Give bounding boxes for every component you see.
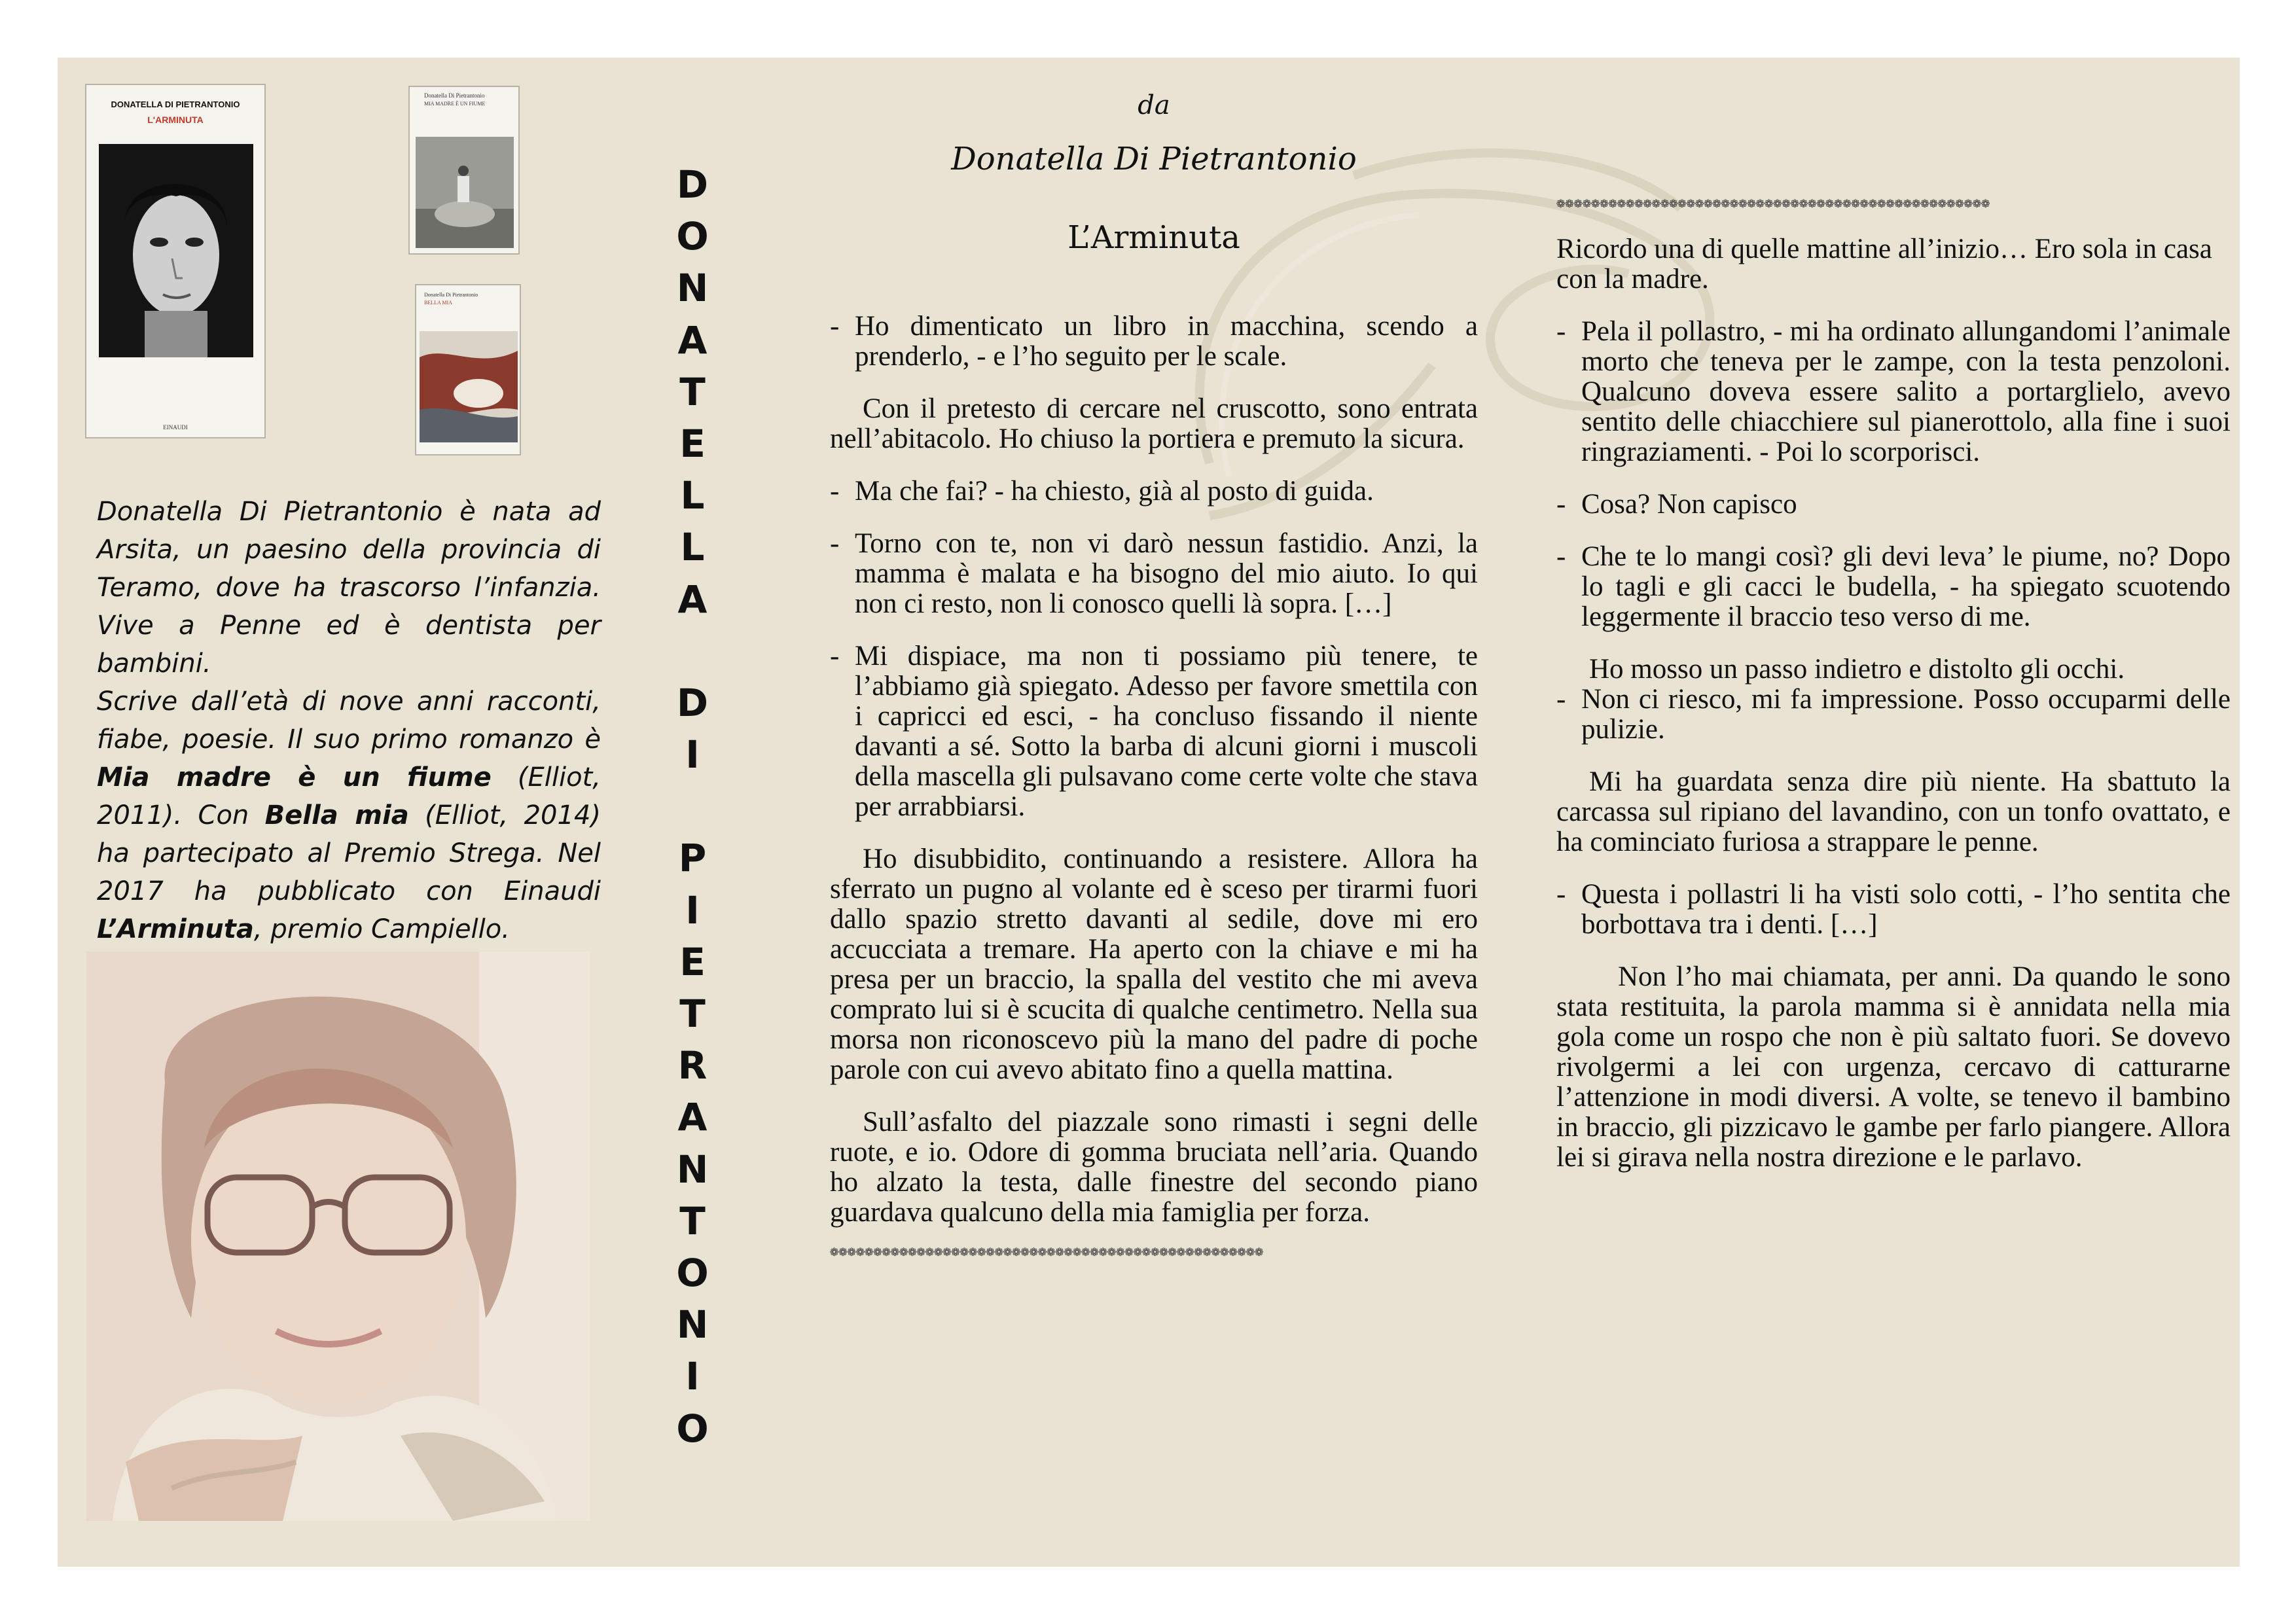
excerpt-title: L’Arminuta <box>1067 219 1240 256</box>
paragraph: Ricordo una di quelle mattine all’inizio… Ero sola in casa con la madre. <box>1556 234 2212 294</box>
header-da: da <box>1138 90 1170 120</box>
vertical-letter: N <box>676 266 709 311</box>
book-cover-arminuta <box>85 84 266 438</box>
book-cover-image <box>420 331 518 442</box>
excerpt-text-column-1 <box>830 312 1478 1260</box>
bio-paragraph-2: Scrive dall’età di nove anni racconti, fiabe, poesie. Il suo primo romanzo è Mia madre è un fiume (Elliot, 2011). Con Bella mia (Elliot, 2014) ha partecipato al Premio Strega. Nel 2017 ha pubblicato con Einaudi L’Arminuta, premio Campiello. <box>97 687 601 944</box>
header-author: Donatella Di Pietrantonio <box>951 141 1357 177</box>
dialogue-line: - Questa i pollastri li ha visti solo cotti, - l’ho sentita che borbottava tra i denti. […] <box>1556 879 2231 940</box>
dialogue-line: - Mi dispiace, ma non ti possiamo più tenere, te l’abbiamo già spiegato. Adesso per favore smettila con i capricci ed esci, - ha concluso fissando il niente davanti a sé. Sotto la barba di alcuni giorni i muscoli della mascella gli pulsavano come certe volte che stava per arrabbiarsi. <box>830 641 1478 822</box>
vertical-letter: T <box>679 1198 706 1243</box>
book-cover-image <box>416 137 514 248</box>
book-title-arminuta: L’Arminuta <box>97 914 254 944</box>
star-divider: ❁❁❁❁❁❁❁❁❁❁❁❁❁❁❁❁❁❁❁❁❁❁❁❁❁❁❁❁❁❁❁❁❁❁❁❁❁❁❁❁❁❁❁❁❁❁❁❁❁❁ <box>1556 195 1990 211</box>
author-bio <box>97 493 601 948</box>
vertical-letter: A <box>677 317 708 363</box>
book-cover-mia-madre <box>408 86 520 255</box>
book-cover-author: Donatella Di Pietrantonio <box>424 92 485 99</box>
vertical-letter <box>653 626 732 677</box>
star-divider: ❁❁❁❁❁❁❁❁❁❁❁❁❁❁❁❁❁❁❁❁❁❁❁❁❁❁❁❁❁❁❁❁❁❁❁❁❁❁❁❁❁❁❁❁❁❁❁❁❁❁ <box>830 1243 1264 1260</box>
vertical-letter: I <box>685 732 700 777</box>
vertical-letter: N <box>676 1302 709 1347</box>
vertical-letter: O <box>676 1406 709 1451</box>
vertical-letter: R <box>677 1043 708 1088</box>
book-cover-publisher: EINAUDI <box>163 424 188 431</box>
vertical-letter: I <box>685 1354 700 1399</box>
bio-paragraph-1: Donatella Di Pietrantonio è nata ad Arsita, un paesino della provincia di Teramo, dove ha trascorso l’infanzia. Vive a Penne ed è dentista per bambini. <box>97 497 601 679</box>
dialogue-line: - Non ci riesco, mi fa impressione. Posso occuparmi delle pulizie. <box>1556 684 2231 745</box>
vertical-letter: N <box>676 1147 709 1192</box>
paragraph: Ho disubbidito, continuando a resistere. Allora ha sferrato un pugno al volante ed è sceso per tirarmi fuori dallo spazio stretto davanti al sedile, dove mi ero accucciata a tremare. Ha aperto con la chiave e mi ha presa per un braccio, la spalla del vestito che mi aveva comprato lui si è scucita di qualche centimetro. Nella sua morsa non riconoscevo più la mano del padre di poche parole con cui avevo abitato fino a quella mattina. <box>830 844 1478 1085</box>
book-cover-title: BELLA MIA <box>424 300 452 306</box>
paragraph: Sull’asfalto del piazzale sono rimasti i segni delle ruote, e io. Odore di gomma bruciata nell’aria. Quando ho alzato la testa, dalle finestre del secondo piano guardava qualcuno della mia famiglia per forza. <box>830 1107 1478 1228</box>
dialogue-line: - Torno con te, non vi darò nessun fastidio. Anzi, la mamma è malata e ha bisogno del mio aiuto. Io qui non ci resto, non li conosco quelli là sopra. […] <box>830 528 1478 619</box>
excerpt-text-column-2 <box>1556 234 2231 1173</box>
vertical-letter: P <box>678 836 707 881</box>
book-title-mia-madre: Mia madre è un fiume <box>97 762 492 793</box>
vertical-letter: A <box>677 1095 708 1140</box>
book-cover-portrait <box>99 144 253 357</box>
vertical-author-name <box>653 159 732 1455</box>
vertical-letter <box>653 781 732 832</box>
vertical-letter: I <box>685 887 700 933</box>
book-cover-title: MIA MADRE È UN FIUME <box>424 101 486 107</box>
author-photo <box>86 952 590 1521</box>
vertical-letter: T <box>679 369 706 414</box>
book-cover-author: Donatella Di Pietrantonio <box>424 292 478 298</box>
vertical-letter: A <box>677 577 708 622</box>
vertical-letter: D <box>676 680 709 725</box>
paragraph: Non l’ho mai chiamata, per anni. Da quando le sono stata restituita, la parola mamma si è annidata nella mia gola come un rospo che non è più saltato fuori. Se dovevo rivolgermi a lei con urgenza, cercavo di catturarne l’attenzione in modi diversi. A volte, se tenevo il bambino in braccio, gli pizzicavo le gambe per farlo piangere. Allora lei si girava nella nostra direzione e le parlavo. <box>1556 961 2231 1173</box>
book-cover-author: DONATELLA DI PIETRANTONIO <box>111 99 240 109</box>
vertical-letter: D <box>676 162 709 207</box>
vertical-letter: L <box>680 473 705 518</box>
vertical-letter: E <box>679 421 706 466</box>
book-cover-bella-mia <box>415 284 521 455</box>
vertical-letter: E <box>679 939 706 984</box>
paragraph: Ho mosso un passo indietro e distolto gli occhi. <box>1589 654 2125 685</box>
book-cover-title: L'ARMINUTA <box>147 115 204 125</box>
book-title-bella-mia: Bella mia <box>264 800 409 830</box>
paragraph: Mi ha guardata senza dire più niente. Ha sbattuto la carcassa sul ripiano del lavandino, con un tonfo ovattato, e ha cominciato furiosa a strappare le penne. <box>1556 766 2231 857</box>
vertical-letter: O <box>676 214 709 259</box>
vertical-letter: T <box>679 991 706 1036</box>
paragraph: Con il pretesto di cercare nel cruscotto, sono entrata nell’abitacolo. Ho chiuso la portiera e premuto la sicura. <box>830 393 1478 454</box>
dialogue-line: - Che te lo mangi così? gli devi leva’ le piume, no? Dopo lo tagli e gli cacci le budella, - ha spiegato scuotendo leggermente il braccio teso verso di me. <box>1556 541 2231 632</box>
vertical-letter: O <box>676 1250 709 1295</box>
dialogue-line: - Cosa? Non capisco <box>1556 489 1797 520</box>
page-sheet <box>58 58 2240 1567</box>
vertical-letter: L <box>680 525 705 570</box>
dialogue-line: - Ho dimenticato un libro in macchina, scendo a prenderlo, - e l’ho seguito per le scale. <box>830 311 1478 372</box>
dialogue-line: - Ma che fai? - ha chiesto, già al posto di guida. <box>830 476 1374 507</box>
dialogue-line: - Pela il pollastro, - mi ha ordinato allungandomi l’animale morto che teneva per le zampe, con la testa penzoloni. Qualcuno doveva essere salito a portarglielo, avevo sentito delle chiacchiere sul pianerottolo, alla fine i suoi ringraziamenti. - Poi lo scorporisci. <box>1556 316 2231 467</box>
